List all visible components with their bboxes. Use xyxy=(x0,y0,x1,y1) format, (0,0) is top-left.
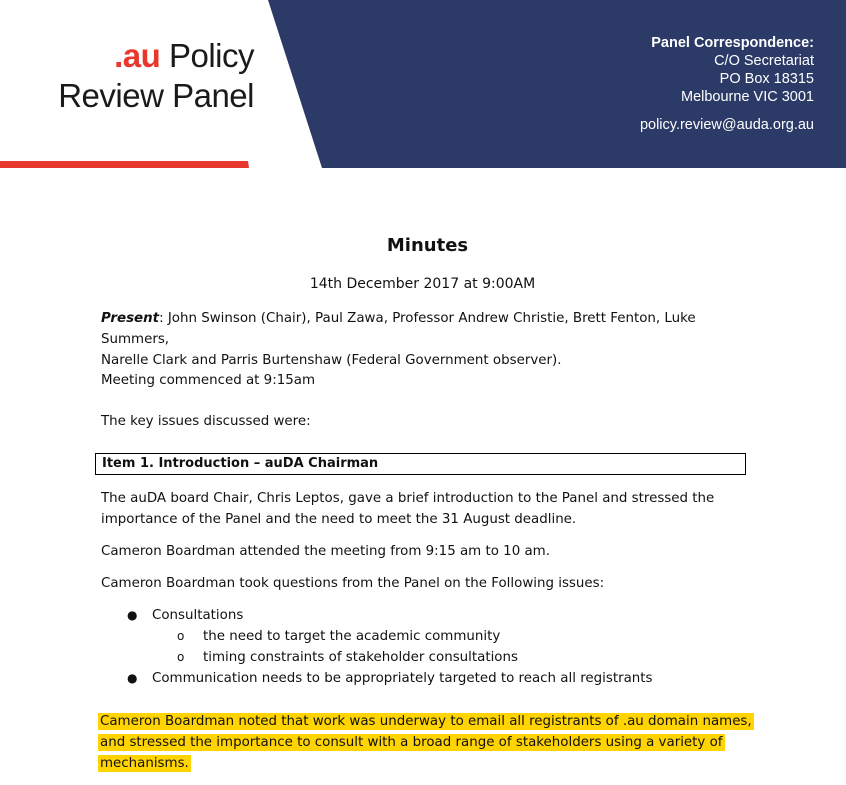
highlight-line-1: Cameron Boardman noted that work was underway to email all registrants of .au domain names, xyxy=(100,714,752,729)
intro-line-2: importance of the Panel and the need to meet the 31 August deadline. xyxy=(101,512,577,527)
correspondence-block xyxy=(640,34,814,134)
correspondence-title: Panel Correspondence: xyxy=(651,35,814,51)
logo-line-1 xyxy=(34,36,254,76)
present-paragraph xyxy=(101,308,754,371)
sub-bullet-icon: o xyxy=(177,650,185,664)
sub-list-item-text: the need to target the academic community xyxy=(203,629,501,644)
key-issues: The key issues discussed were: xyxy=(101,414,311,429)
present-line-2: Narelle Clark and Parris Burtenshaw (Federal Government observer). xyxy=(101,353,562,368)
correspondence-line: C/O Secretariat xyxy=(714,53,814,69)
list-item-text: Communication needs to be appropriately targeted to reach all registrants xyxy=(152,671,653,686)
logo-line-2: Review Panel xyxy=(58,77,254,114)
logo-accent: .au xyxy=(114,37,161,74)
present-line-1: : John Swinson (Chair), Paul Zawa, Professor Andrew Christie, Brett Fenton, Luke Summers, xyxy=(101,311,696,347)
panel-logo xyxy=(34,36,254,116)
attended-paragraph: Cameron Boardman attended the meeting from 9:15 am to 10 am. xyxy=(101,544,550,559)
bullet-icon: ● xyxy=(127,608,138,622)
highlight-line-3: mechanisms. xyxy=(100,756,189,771)
correspondence-email[interactable]: policy.review@auda.org.au xyxy=(639,117,814,133)
bullet-icon: ● xyxy=(127,671,138,685)
list-item-text: Consultations xyxy=(152,608,244,623)
intro-paragraph xyxy=(101,488,714,530)
present-label: Present xyxy=(101,311,160,326)
meeting-commenced: Meeting commenced at 9:15am xyxy=(101,373,316,388)
meeting-date: 14th December 2017 at 9:00AM xyxy=(309,276,536,292)
page-title: Minutes xyxy=(386,235,469,256)
questions-paragraph: Cameron Boardman took questions from the Panel on the Following issues: xyxy=(101,576,605,591)
item-heading: Item 1. Introduction – auDA Chairman xyxy=(95,453,746,475)
correspondence-line: Melbourne VIC 3001 xyxy=(681,89,814,105)
sub-bullet-icon: o xyxy=(177,629,185,643)
red-accent-bar xyxy=(0,161,249,168)
correspondence-line: PO Box 18315 xyxy=(719,71,814,87)
sub-list-item-text: timing constraints of stakeholder consultations xyxy=(203,650,518,665)
highlight-line-2: and stressed the importance to consult with a broad range of stakeholders using a variety of xyxy=(100,735,723,750)
logo-policy: Policy xyxy=(160,37,254,74)
intro-line-1: The auDA board Chair, Chris Leptos, gave a brief introduction to the Panel and stressed the xyxy=(101,491,715,506)
